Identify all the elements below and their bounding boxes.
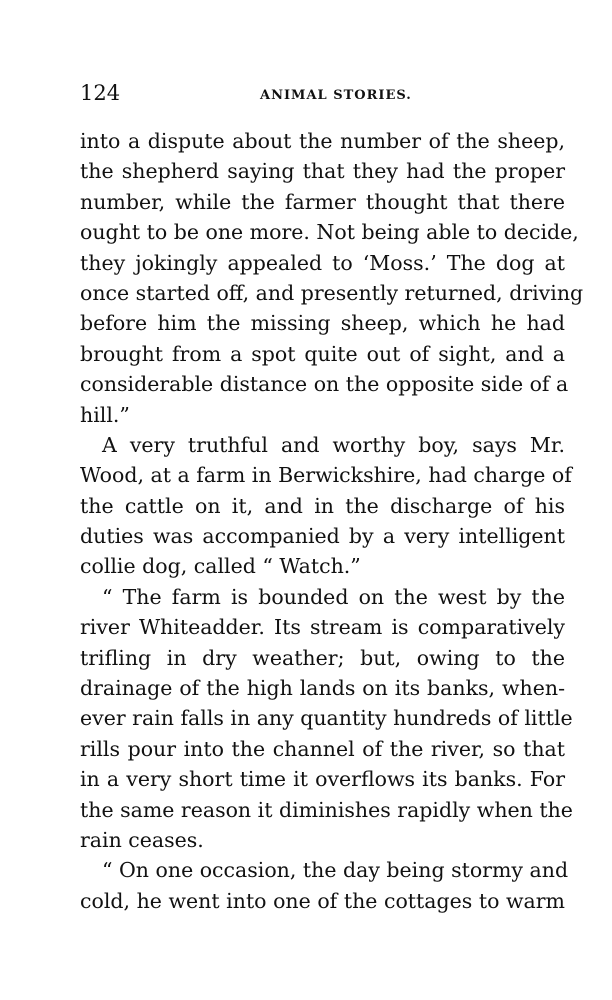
text-line: hill.” (80, 402, 130, 427)
text-line: “ On one occasion, the day being stormy and (102, 858, 569, 883)
text-line: ever rain falls in any quantity hundreds of little (80, 706, 573, 731)
page-number: 124 (80, 81, 121, 105)
text-line: they jokingly appealed to ‘Moss.’ The dog at (80, 250, 565, 275)
text-line: brought from a spot quite out of sight, and a (80, 341, 565, 366)
text-line: considerable distance on the opposite side of a (80, 372, 569, 397)
text-line: ought to be one more. Not being able to decide, (80, 220, 579, 245)
text-line: into a dispute about the number of the sheep, (80, 129, 565, 153)
text-line: the cattle on it, and in the discharge of his (80, 493, 565, 518)
text-line: trifling in dry weather; but, owing to the (80, 645, 565, 670)
text-line: the shepherd saying that they had the proper (80, 159, 565, 184)
text-line: A very truthful and worthy boy, says Mr. (102, 432, 565, 457)
page-header (80, 78, 565, 108)
text-line: in a very short time it overflows its banks. For (80, 767, 565, 792)
text-line: cold, he went into one of the cottages to warm (80, 888, 565, 913)
text-line: the same reason it diminishes rapidly when the (80, 797, 573, 822)
text-line: number, while the farmer thought that there (80, 189, 565, 214)
text-line: rain ceases. (80, 827, 204, 852)
running-head: ANIMAL STORIES. (260, 88, 412, 103)
text-line: rills pour into the channel of the river, so that (80, 736, 565, 761)
text-line: drainage of the high lands on its banks, when- (80, 676, 565, 701)
text-line: duties was accompanied by a very intelligent (80, 524, 565, 549)
text-line: collie dog, called “ Watch.” (80, 554, 361, 579)
text-line: once started off, and presently returned, driving (80, 280, 584, 305)
text-line: river Whiteadder. Its stream is comparatively (80, 615, 565, 640)
text-line: Wood, at a farm in Berwickshire, had charge of (80, 463, 572, 488)
text-line: “ The farm is bounded on the west by the (102, 584, 565, 609)
body-text (80, 126, 584, 916)
text-line: before him the missing sheep, which he had (80, 311, 565, 336)
